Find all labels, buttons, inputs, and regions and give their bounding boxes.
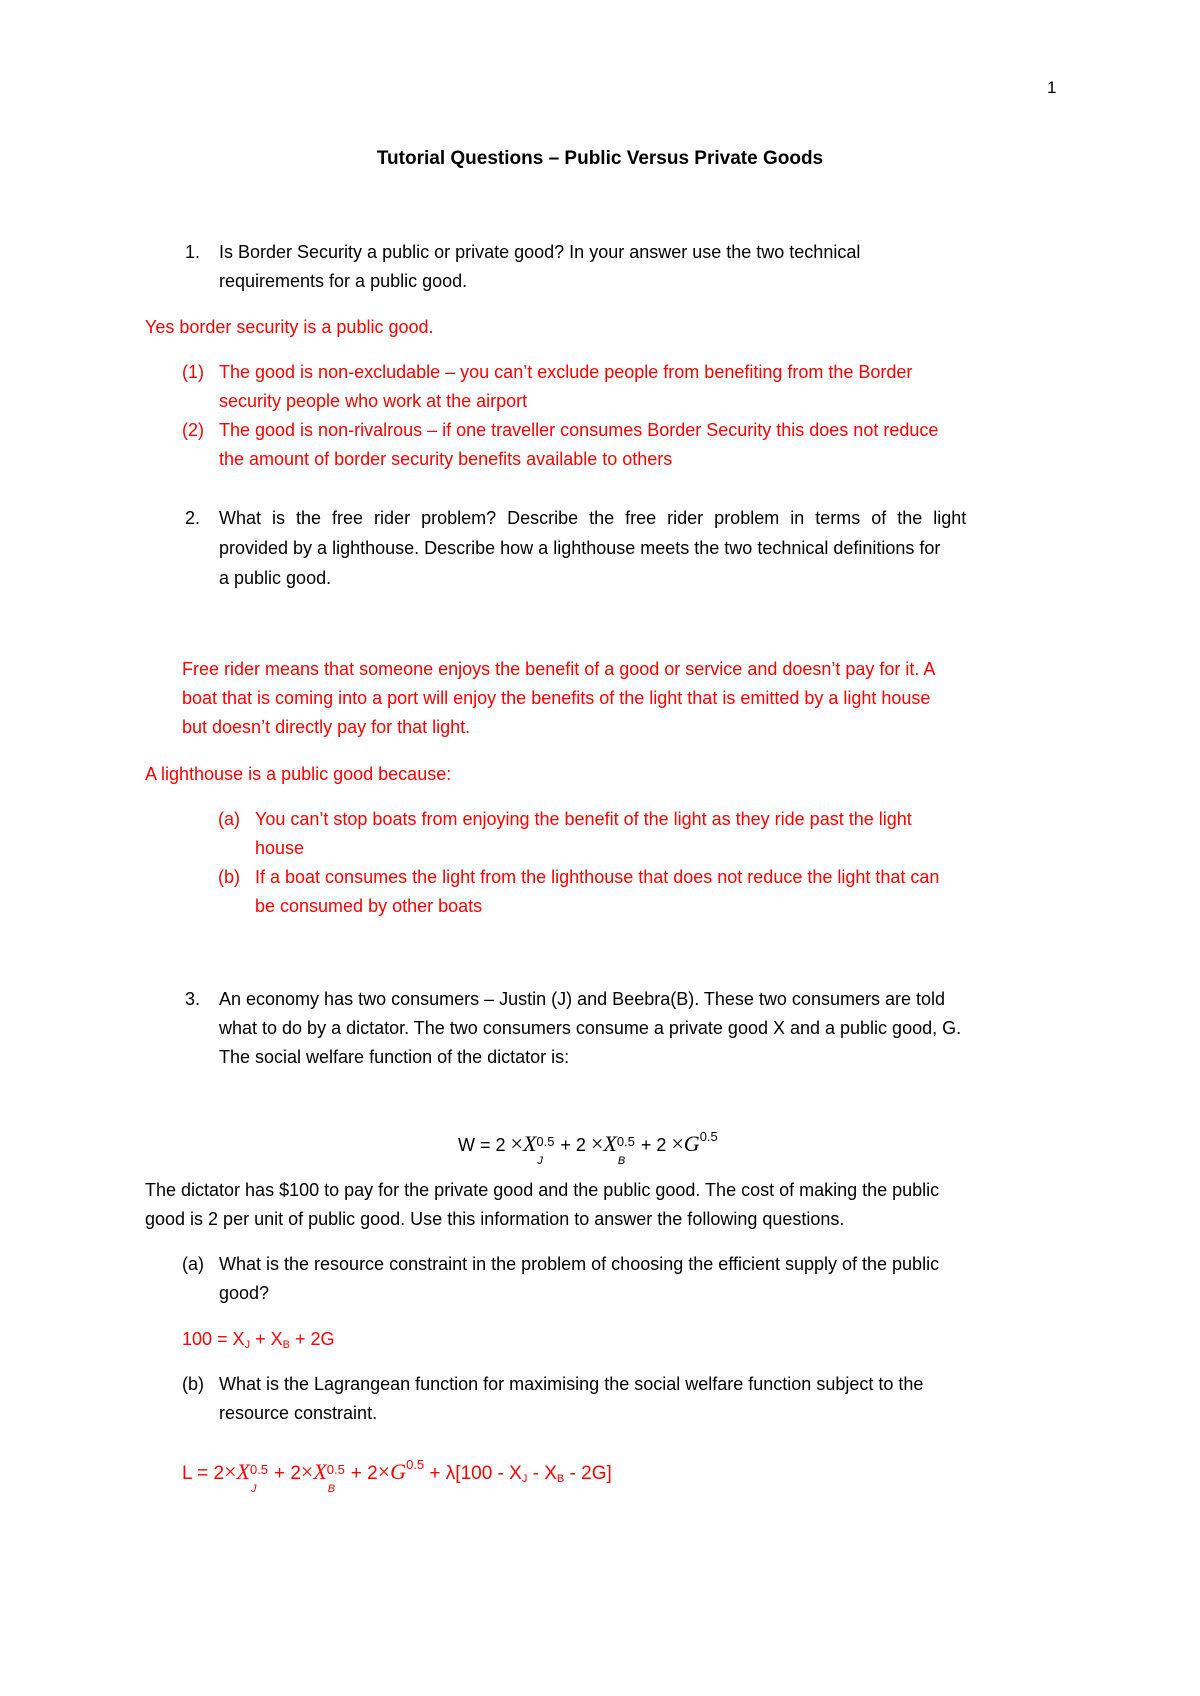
- subscript-j: J: [537, 1155, 543, 1167]
- lagrange-tail-prefix: + λ[100 - X: [424, 1463, 522, 1484]
- question-text-line: An economy has two consumers – Justin (J) and Beebra(B). These two consumers are told: [219, 989, 946, 1009]
- times-symbol: ×: [671, 1131, 684, 1156]
- question-text-line: requirements for a public good.: [219, 271, 468, 291]
- formula-lhs: L = 2: [182, 1463, 225, 1484]
- page-title: Tutorial Questions – Public Versus Private Goods: [376, 148, 824, 169]
- list-label: (2): [182, 420, 204, 440]
- subscript-b: B: [327, 1483, 336, 1495]
- lagrange-tail-mid: - X: [527, 1463, 557, 1484]
- exponent: 0.5: [536, 1134, 555, 1149]
- exponent: 0.5: [326, 1462, 345, 1477]
- question-text-line: The social welfare function of the dictator is:: [219, 1047, 570, 1067]
- variable-g: G: [390, 1459, 407, 1484]
- times-symbol: ×: [300, 1459, 314, 1484]
- variable-x: X: [313, 1459, 327, 1484]
- exponent: 0.5: [616, 1134, 635, 1149]
- part-label: (a): [182, 1254, 204, 1274]
- list-label: (1): [182, 362, 204, 382]
- lagrange-tail-suffix: - 2G]: [564, 1463, 612, 1484]
- constraint-prefix: 100 = X: [182, 1329, 245, 1349]
- list-label: (a): [218, 809, 240, 829]
- variable-x: X: [236, 1459, 250, 1484]
- answer-text-line: but doesn’t directly pay for that light.: [182, 717, 471, 737]
- list-item-line: house: [255, 838, 305, 858]
- part-text-line: What is the Lagrangean function for maximising the social welfare function subject to the: [219, 1374, 924, 1394]
- question-text-line: What is the free rider problem? Describe the free rider problem in terms of the light: [219, 508, 967, 528]
- list-item-line: The good is non-excludable – you can’t exclude people from benefiting from the Border: [219, 362, 913, 382]
- page-number: 1: [1047, 78, 1057, 97]
- variable-g: G: [683, 1131, 700, 1156]
- subscript-j: J: [244, 1339, 251, 1351]
- times-symbol: ×: [590, 1131, 604, 1156]
- variable-x: X: [603, 1131, 617, 1156]
- part-text-line: resource constraint.: [219, 1403, 378, 1423]
- question-number: 1.: [185, 242, 201, 262]
- constraint-suffix: + 2G: [289, 1329, 335, 1349]
- question-text-line: Is Border Security a public or private good? In your answer use the two technical: [219, 242, 861, 262]
- question-text-line: a public good.: [219, 568, 332, 588]
- answer-text-line: Free rider means that someone enjoys the benefit of a good or service and doesn’t pay for it. A: [182, 659, 936, 679]
- formula-plus: + 2: [350, 1463, 378, 1484]
- exponent: 0.5: [249, 1462, 269, 1477]
- list-item-line: If a boat consumes the light from the lighthouse that does not reduce the light that can: [255, 867, 940, 887]
- list-label: (b): [218, 867, 240, 887]
- list-item-line: be consumed by other boats: [255, 896, 483, 916]
- subscript-b: B: [617, 1155, 626, 1167]
- times-symbol: ×: [377, 1459, 391, 1484]
- part-text-line: good?: [219, 1283, 270, 1303]
- paragraph-line: The dictator has $100 to pay for the private good and the public good. The cost of making the public: [145, 1180, 940, 1200]
- question-text-line: what to do by a dictator. The two consumers consume a private good X and a public good, G.: [219, 1018, 962, 1038]
- subscript-b: B: [556, 1473, 565, 1485]
- formula-plus: + 2: [560, 1135, 586, 1155]
- list-item-line: the amount of border security benefits available to others: [219, 449, 673, 469]
- question-number: 3.: [185, 989, 201, 1009]
- answer-text: A lighthouse is a public good because:: [145, 764, 452, 784]
- part-text-line: What is the resource constraint in the problem of choosing the efficient supply of the public: [219, 1254, 940, 1274]
- welfare-formula: [458, 1122, 718, 1167]
- formula-plus: + 2: [640, 1135, 667, 1155]
- list-item-line: The good is non-rivalrous – if one traveller consumes Border Security this does not reduce: [219, 420, 939, 440]
- list-item-line: security people who work at the airport: [219, 391, 528, 411]
- subscript-b: B: [282, 1339, 290, 1351]
- question-number: 2.: [185, 508, 201, 528]
- subscript-j: J: [250, 1483, 257, 1495]
- exponent: 0.5: [699, 1129, 718, 1144]
- question-text-line: provided by a lighthouse. Describe how a lighthouse meets the two technical definitions for: [219, 538, 941, 558]
- paragraph-line: good is 2 per unit of public good. Use this information to answer the following questions.: [145, 1209, 845, 1229]
- constraint-mid: + X: [250, 1329, 283, 1349]
- subscript-j: J: [521, 1473, 528, 1485]
- formula-lhs: W = 2: [458, 1135, 506, 1155]
- times-symbol: ×: [224, 1459, 237, 1484]
- answer-constraint: [182, 1325, 334, 1360]
- lagrangean-formula: [182, 1450, 612, 1494]
- formula-plus: + 2: [273, 1463, 301, 1484]
- variable-x: X: [522, 1131, 537, 1156]
- list-item-line: You can’t stop boats from enjoying the benefit of the light as they ride past the light: [255, 809, 912, 829]
- part-label: (b): [182, 1374, 204, 1394]
- times-symbol: ×: [510, 1131, 523, 1156]
- answer-text-line: boat that is coming into a port will enjoy the benefits of the light that is emitted by a light house: [182, 688, 931, 708]
- answer-text: Yes border security is a public good.: [145, 317, 434, 337]
- exponent: 0.5: [406, 1457, 425, 1472]
